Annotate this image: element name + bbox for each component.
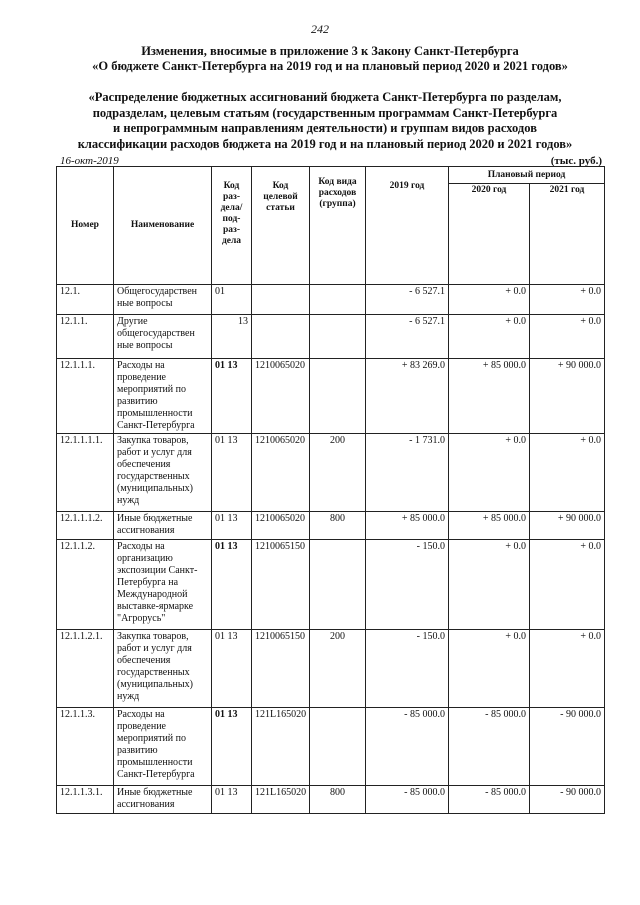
row-name: Закупка товаров, работ и услуг для обеспечения государственных (муниципальных) нужд (114, 434, 212, 512)
row-2021: + 0.0 (530, 630, 605, 708)
row-2020: + 0.0 (449, 315, 530, 359)
table-row (57, 434, 605, 512)
row-2020: + 0.0 (449, 285, 530, 315)
row-kind: 200 (310, 630, 366, 708)
row-kind (310, 540, 366, 630)
table-row (57, 786, 605, 814)
row-kind (310, 285, 366, 315)
row-2021: + 0.0 (530, 315, 605, 359)
row-section: 01 13 (212, 434, 252, 512)
row-kind: 200 (310, 434, 366, 512)
header-target-code: Код целевой статьи (252, 167, 310, 285)
table-row (57, 708, 605, 786)
table-row (57, 540, 605, 630)
row-2020: + 85 000.0 (449, 512, 530, 540)
row-name: Общегосударствен ные вопросы (114, 285, 212, 315)
row-target: 1210065150 (252, 630, 310, 708)
header-number: Номер (57, 167, 114, 285)
row-2020: - 85 000.0 (449, 708, 530, 786)
row-name: Иные бюджетные ассигнования (114, 786, 212, 814)
row-number: 12.1.1. (57, 315, 114, 359)
row-target: 121L165020 (252, 786, 310, 814)
row-number: 12.1.1.1.1. (57, 434, 114, 512)
row-section: 01 13 (212, 359, 252, 434)
row-kind: 800 (310, 786, 366, 814)
row-2020: + 0.0 (449, 434, 530, 512)
table-row (57, 630, 605, 708)
row-name: Закупка товаров, работ и услуг для обеспечения государственных (муниципальных) нужд (114, 630, 212, 708)
page-number: 242 (311, 22, 329, 36)
row-section: 01 13 (212, 786, 252, 814)
row-section: 01 13 (212, 512, 252, 540)
row-name: Иные бюджетные ассигнования (114, 512, 212, 540)
row-2021: + 90 000.0 (530, 359, 605, 434)
row-2019: - 85 000.0 (366, 786, 449, 814)
row-2021: - 90 000.0 (530, 708, 605, 786)
document-date: 16-окт-2019 (60, 155, 119, 167)
row-2019: - 150.0 (366, 630, 449, 708)
row-target (252, 315, 310, 359)
row-2019: - 6 527.1 (366, 285, 449, 315)
row-target: 1210065150 (252, 540, 310, 630)
row-name: Расходы на проведение мероприятий по развитию промышленности Санкт-Петербурга (114, 359, 212, 434)
row-2019: - 1 731.0 (366, 434, 449, 512)
title-line-2: «О бюджете Санкт-Петербурга на 2019 год и на плановый период 2020 и 2021 годов» (92, 59, 568, 73)
row-2020: + 85 000.0 (449, 359, 530, 434)
row-2019: - 150.0 (366, 540, 449, 630)
row-number: 12.1.1.2. (57, 540, 114, 630)
row-2019: + 83 269.0 (366, 359, 449, 434)
row-target: 121L165020 (252, 708, 310, 786)
row-2019: + 85 000.0 (366, 512, 449, 540)
document-subtitle (30, 90, 620, 152)
row-kind (310, 315, 366, 359)
row-2020: + 0.0 (449, 630, 530, 708)
row-target: 1210065020 (252, 359, 310, 434)
row-name: Другие общегосударствен ные вопросы (114, 315, 212, 359)
table-row (57, 359, 605, 434)
row-2021: + 90 000.0 (530, 512, 605, 540)
subtitle-line-3: и непрограммным направлениям деятельности) и группам видов расходов (113, 121, 537, 135)
row-2020: - 85 000.0 (449, 786, 530, 814)
row-section: 01 (212, 285, 252, 315)
row-2021: - 90 000.0 (530, 786, 605, 814)
document-title (40, 44, 620, 74)
header-section-code: Код раз-дела/ под-раз-дела (212, 167, 252, 285)
row-number: 12.1.1.3. (57, 708, 114, 786)
header-2019: 2019 год (366, 167, 449, 285)
row-kind (310, 359, 366, 434)
row-name: Расходы на организацию экспозиции Санкт-Петербурга на Международной выставке-ярмарке "Агрорусь" (114, 540, 212, 630)
row-2021: + 0.0 (530, 540, 605, 630)
table-row (57, 512, 605, 540)
row-number: 12.1.1.1. (57, 359, 114, 434)
header-plan-period: Плановый период (449, 167, 605, 184)
title-line-1: Изменения, вносимые в приложение 3 к Закону Санкт-Петербурга (141, 44, 519, 58)
budget-table (56, 166, 605, 814)
subtitle-line-1: «Распределение бюджетных ассигнований бюджета Санкт-Петербурга по разделам, (88, 90, 562, 104)
header-2021: 2021 год (530, 184, 605, 285)
table-row (57, 285, 605, 315)
row-number: 12.1.1.1.2. (57, 512, 114, 540)
header-kind-code: Код вида расходов (группа) (310, 167, 366, 285)
row-2020: + 0.0 (449, 540, 530, 630)
row-target: 1210065020 (252, 512, 310, 540)
units-label: (тыс. руб.) (550, 155, 602, 167)
row-number: 12.1. (57, 285, 114, 315)
table-row (57, 315, 605, 359)
row-section: 13 (212, 315, 252, 359)
row-2019: - 6 527.1 (366, 315, 449, 359)
subtitle-line-4: классификации расходов бюджета на 2019 год и на плановый период 2020 и 2021 годов» (77, 136, 573, 151)
row-name: Расходы на проведение мероприятий по развитию промышленности Санкт-Петербурга (114, 708, 212, 786)
row-2021: + 0.0 (530, 434, 605, 512)
header-name: Наименование (114, 167, 212, 285)
row-kind (310, 708, 366, 786)
row-2021: + 0.0 (530, 285, 605, 315)
row-kind: 800 (310, 512, 366, 540)
row-target: 1210065020 (252, 434, 310, 512)
header-2020: 2020 год (449, 184, 530, 285)
row-number: 12.1.1.3.1. (57, 786, 114, 814)
row-section: 01 13 (212, 540, 252, 630)
row-target (252, 285, 310, 315)
row-2019: - 85 000.0 (366, 708, 449, 786)
row-section: 01 13 (212, 708, 252, 786)
subtitle-line-2: подразделам, целевым статьям (государственным программам Санкт-Петербурга (92, 105, 558, 120)
row-number: 12.1.1.2.1. (57, 630, 114, 708)
row-section: 01 13 (212, 630, 252, 708)
